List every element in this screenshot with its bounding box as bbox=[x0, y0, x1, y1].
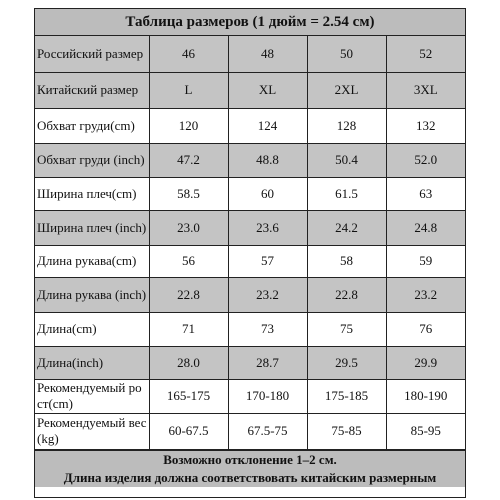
table-cell: 59 bbox=[386, 245, 465, 277]
table-cell: 24.2 bbox=[307, 210, 386, 245]
row-label: Китайский размер bbox=[35, 72, 149, 108]
table-cell: 165-175 bbox=[149, 379, 228, 413]
row-label: Длина рукава(cm) bbox=[35, 245, 149, 277]
table-cell: XL bbox=[228, 72, 307, 108]
footer-note-length: Длина изделия должна соответствовать китайским размерным bbox=[63, 469, 437, 485]
table-cell: 124 bbox=[228, 108, 307, 143]
size-chart bbox=[34, 8, 466, 498]
table-cell: 170-180 bbox=[228, 379, 307, 413]
table-cell: 28.7 bbox=[228, 346, 307, 379]
table-cell: 2XL bbox=[307, 72, 386, 108]
row-label: Обхват груди(cm) bbox=[35, 108, 149, 143]
table-cell: 24.8 bbox=[386, 210, 465, 245]
table-row bbox=[35, 379, 465, 413]
table-cell: 50.4 bbox=[307, 143, 386, 177]
row-label: Ширина плеч (inch) bbox=[35, 210, 149, 245]
table-cell: 67.5-75 bbox=[228, 413, 307, 449]
table-cell: 58 bbox=[307, 245, 386, 277]
table-row bbox=[35, 210, 465, 245]
row-label: Длина(cm) bbox=[35, 312, 149, 346]
table-cell: 47.2 bbox=[149, 143, 228, 177]
table-cell: 60-67.5 bbox=[149, 413, 228, 449]
table-row bbox=[35, 346, 465, 379]
table-cell: 52 bbox=[386, 36, 465, 72]
row-label: Ширина плеч(cm) bbox=[35, 177, 149, 210]
table-cell: 22.8 bbox=[149, 277, 228, 312]
row-label: Российский размер bbox=[35, 36, 149, 72]
table-cell: 50 bbox=[307, 36, 386, 72]
table-cell: 22.8 bbox=[307, 277, 386, 312]
row-label: Обхват груди (inch) bbox=[35, 143, 149, 177]
table-cell: 48 bbox=[228, 36, 307, 72]
table-cell: 23.6 bbox=[228, 210, 307, 245]
row-label: Длина(inch) bbox=[35, 346, 149, 379]
table-cell: 180-190 bbox=[386, 379, 465, 413]
table-cell: L bbox=[149, 72, 228, 108]
table-cell: 71 bbox=[149, 312, 228, 346]
row-label: Длина рукава (inch) bbox=[35, 277, 149, 312]
table-cell: 48.8 bbox=[228, 143, 307, 177]
table-row bbox=[35, 245, 465, 277]
size-table bbox=[35, 36, 465, 450]
table-cell: 120 bbox=[149, 108, 228, 143]
footer-note-deviation: Возможно отклонение 1–2 см. bbox=[163, 451, 337, 467]
table-cell: 128 bbox=[307, 108, 386, 143]
table-cell: 3XL bbox=[386, 72, 465, 108]
table-row bbox=[35, 177, 465, 210]
table-row bbox=[35, 277, 465, 312]
table-cell: 46 bbox=[149, 36, 228, 72]
table-row bbox=[35, 108, 465, 143]
table-cell: 29.5 bbox=[307, 346, 386, 379]
table-cell: 175-185 bbox=[307, 379, 386, 413]
table-cell: 28.0 bbox=[149, 346, 228, 379]
table-cell: 58.5 bbox=[149, 177, 228, 210]
table-cell: 57 bbox=[228, 245, 307, 277]
table-cell: 23.0 bbox=[149, 210, 228, 245]
table-row bbox=[35, 36, 465, 72]
row-label: Рекомендуемый рост(cm) bbox=[35, 379, 149, 413]
table-row bbox=[35, 413, 465, 449]
table-cell: 85-95 bbox=[386, 413, 465, 449]
table-cell: 52.0 bbox=[386, 143, 465, 177]
table-cell: 61.5 bbox=[307, 177, 386, 210]
row-label: Рекомендуемый вес (kg) bbox=[35, 413, 149, 449]
table-row bbox=[35, 72, 465, 108]
table-cell: 23.2 bbox=[386, 277, 465, 312]
table-cell: 63 bbox=[386, 177, 465, 210]
table-cell: 75-85 bbox=[307, 413, 386, 449]
table-row bbox=[35, 143, 465, 177]
table-cell: 73 bbox=[228, 312, 307, 346]
table-cell: 76 bbox=[386, 312, 465, 346]
size-chart-footer bbox=[35, 450, 465, 487]
table-cell: 23.2 bbox=[228, 277, 307, 312]
table-cell: 60 bbox=[228, 177, 307, 210]
table-cell: 75 bbox=[307, 312, 386, 346]
size-chart-title: Таблица размеров (1 дюйм = 2.54 см) bbox=[35, 9, 465, 36]
table-cell: 29.9 bbox=[386, 346, 465, 379]
table-cell: 56 bbox=[149, 245, 228, 277]
table-row bbox=[35, 312, 465, 346]
table-cell: 132 bbox=[386, 108, 465, 143]
